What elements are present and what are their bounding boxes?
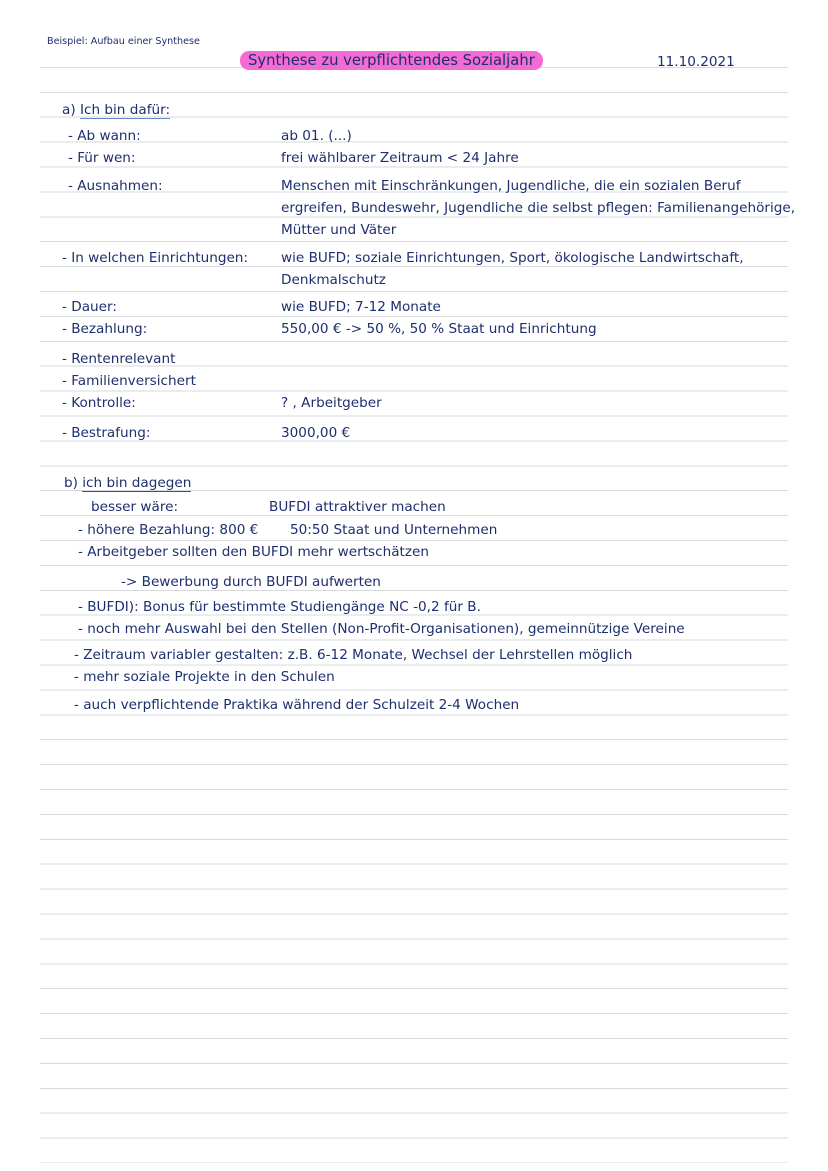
- row-label-ab-wann: - Ab wann:: [68, 128, 141, 144]
- row-label-rentenrelevant: - Rentenrelevant: [62, 351, 176, 367]
- row-label-bestrafung: - Bestrafung:: [62, 425, 151, 441]
- row-value-dauer: wie BUFD; 7-12 Monate: [281, 299, 441, 315]
- row-value-einrichtungen-1: wie BUFD; soziale Einrichtungen, Sport, ökologische Landwirtschaft,: [281, 250, 744, 266]
- section-a-marker: a): [62, 102, 76, 118]
- row-value-bestrafung: 3000,00 €: [281, 425, 351, 441]
- list-item: - mehr soziale Projekte in den Schulen: [74, 669, 335, 685]
- row-value-ab-wann: ab 01. (...): [281, 128, 352, 144]
- intro-value: BUFDI attraktiver machen: [269, 499, 446, 515]
- section-b-heading: [64, 474, 191, 492]
- section-b-marker: b): [64, 475, 78, 491]
- row-value-fuer-wen: frei wählbarer Zeitraum < 24 Jahre: [281, 150, 519, 166]
- row-label-bezahlung: - Bezahlung:: [62, 321, 148, 337]
- section-a-heading: [62, 101, 170, 119]
- row-label-fuer-wen: - Für wen:: [68, 150, 136, 166]
- row-value-ausnahmen-3: Mütter und Väter: [281, 222, 397, 238]
- row-value-ausnahmen-2: ergreifen, Bundeswehr, Jugendliche die selbst pflegen: Familienangehörige,: [281, 200, 796, 216]
- list-subitem: -> Bewerbung durch BUFDI aufwerten: [121, 574, 381, 590]
- row-label-familienversichert: - Familienversichert: [62, 373, 196, 389]
- list-item: - Zeitraum variabler gestalten: z.B. 6-12 Monate, Wechsel der Lehrstellen möglich: [74, 647, 633, 663]
- row-value-bezahlung: 550,00 € -> 50 %, 50 % Staat und Einrichtung: [281, 321, 597, 337]
- kicker-label: Beispiel: Aufbau einer Synthese: [47, 36, 200, 47]
- list-item: - auch verpflichtende Praktika während der Schulzeit 2-4 Wochen: [74, 697, 520, 713]
- row-label-dauer: - Dauer:: [62, 299, 117, 315]
- row-label-ausnahmen: - Ausnahmen:: [68, 178, 163, 194]
- list-item: - höhere Bezahlung: 800 €: [78, 522, 259, 538]
- row-label-einrichtungen: - In welchen Einrichtungen:: [62, 250, 249, 266]
- section-a-heading-text: Ich bin dafür:: [79, 102, 171, 118]
- payment-split: 50:50 Staat und Unternehmen: [290, 522, 498, 538]
- row-label-kontrolle: - Kontrolle:: [62, 395, 136, 411]
- page-title: Synthese zu verpflichtendes Sozialjahr: [240, 51, 543, 70]
- list-item: - noch mehr Auswahl bei den Stellen (Non-Profit-Organisationen), gemeinnützige Vereine: [78, 621, 685, 637]
- row-value-einrichtungen-2: Denkmalschutz: [281, 272, 386, 288]
- intro-label: besser wäre:: [91, 499, 179, 515]
- row-value-ausnahmen-1: Menschen mit Einschränkungen, Jugendliche, die ein sozialen Beruf: [281, 178, 741, 194]
- section-b-heading-text: ich bin dagegen: [82, 475, 192, 491]
- list-item: - BUFDI): Bonus für bestimmte Studiengänge NC -0,2 für B.: [78, 599, 481, 615]
- list-item: - Arbeitgeber sollten den BUFDI mehr wertschätzen: [78, 544, 429, 560]
- row-value-kontrolle: ? , Arbeitgeber: [281, 395, 382, 411]
- date-label: 11.10.2021: [657, 54, 735, 70]
